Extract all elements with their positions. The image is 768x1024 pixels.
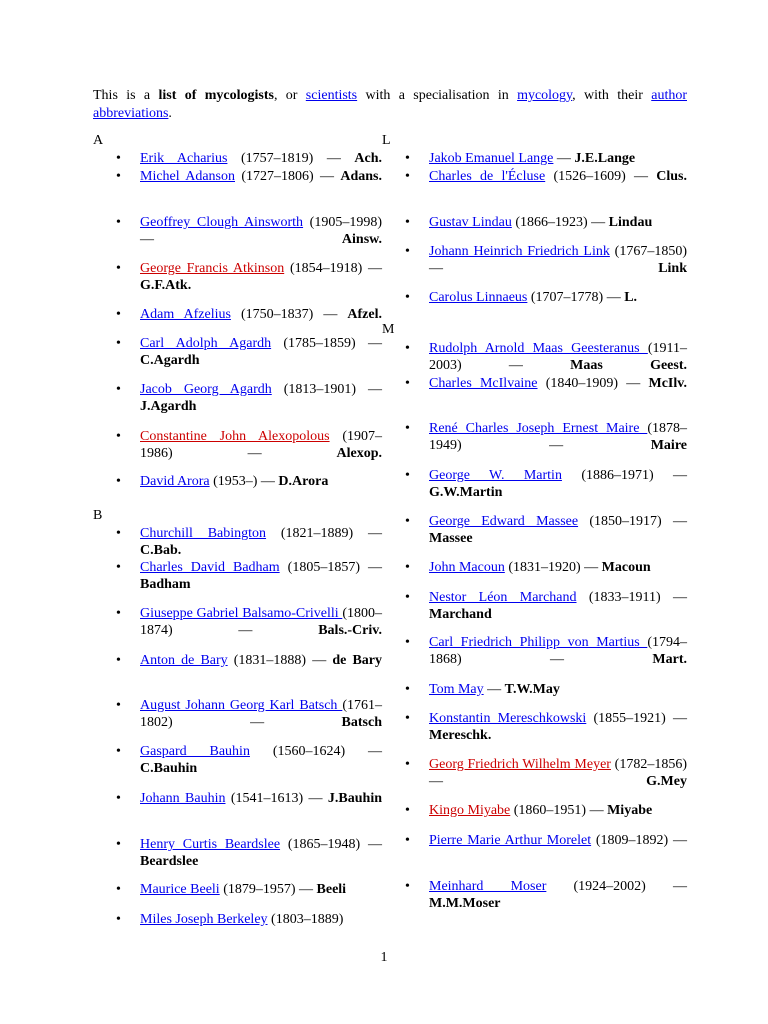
list-item bbox=[116, 836, 382, 870]
author-abbreviation: Miyabe bbox=[607, 803, 653, 818]
list-item bbox=[405, 832, 687, 849]
bullet-icon: • bbox=[405, 514, 410, 529]
list-item bbox=[405, 243, 687, 277]
life-dates: (1813–1901) — bbox=[271, 382, 382, 397]
mycologist-link[interactable]: Tom May bbox=[429, 682, 484, 697]
author-abbreviation: J.Bauhin bbox=[327, 791, 383, 806]
section-letter-m: M bbox=[382, 322, 395, 337]
bullet-icon: • bbox=[405, 290, 410, 305]
author-abbreviation: Ach. bbox=[354, 151, 382, 166]
mycologist-link[interactable]: Meinhard Moser bbox=[429, 879, 547, 894]
bullet-icon: • bbox=[116, 698, 121, 713]
life-dates: (1866–1923) — bbox=[511, 215, 609, 230]
bullet-icon: • bbox=[116, 215, 121, 230]
intro-text: , with their bbox=[572, 88, 652, 103]
mycologist-link[interactable]: Churchill Babington bbox=[140, 526, 267, 541]
life-dates: (1803–1889) bbox=[267, 912, 344, 927]
mycologist-link[interactable]: Constantine John Alexopolous bbox=[140, 429, 330, 444]
scientists-link[interactable]: scientists bbox=[305, 88, 358, 103]
bullet-icon: • bbox=[116, 429, 121, 444]
intro-paragraph bbox=[93, 87, 687, 123]
life-dates: — bbox=[483, 682, 505, 697]
list-item bbox=[405, 559, 687, 576]
list-item bbox=[116, 150, 382, 167]
bullet-icon: • bbox=[116, 382, 121, 397]
mycologist-link[interactable]: Gaspard Bauhin bbox=[140, 744, 250, 759]
bullet-icon: • bbox=[116, 606, 121, 621]
list-item bbox=[405, 802, 687, 819]
list-item bbox=[116, 559, 382, 593]
list-item bbox=[405, 420, 687, 454]
mycologist-link[interactable]: Rudolph Arnold Maas Geesteranus bbox=[429, 341, 648, 356]
life-dates: (1860–1951) — bbox=[510, 803, 608, 818]
life-dates: (1878–1949) — bbox=[429, 421, 687, 453]
life-dates: (1907–1986) — bbox=[140, 429, 382, 461]
author-abbreviation: Maire bbox=[650, 438, 687, 453]
mycology-link[interactable]: mycology bbox=[517, 88, 573, 103]
list-item bbox=[116, 911, 382, 928]
mycologist-link[interactable]: Carl Friedrich Philipp von Martius bbox=[429, 635, 648, 650]
author-abbreviation: Macoun bbox=[601, 560, 651, 575]
author-abbreviation: Marchand bbox=[429, 607, 492, 622]
life-dates: (1953–) — bbox=[209, 474, 279, 489]
mycologist-link[interactable]: Charles David Badham bbox=[140, 560, 280, 575]
list-item bbox=[405, 214, 687, 231]
bullet-icon: • bbox=[405, 341, 410, 356]
list-item bbox=[116, 790, 383, 807]
bullet-icon: • bbox=[405, 421, 410, 436]
bullet-icon: • bbox=[116, 837, 121, 852]
list-item bbox=[405, 878, 687, 912]
bullet-icon: • bbox=[405, 682, 410, 697]
list-item bbox=[116, 168, 382, 185]
author-abbreviation: Ainsw. bbox=[341, 232, 382, 247]
bullet-icon: • bbox=[116, 653, 121, 668]
mycologist-link[interactable]: Giuseppe Gabriel Balsamo-Crivelli bbox=[140, 606, 343, 621]
author-abbreviation: McIlv. bbox=[648, 376, 687, 391]
life-dates: (1865–1948) — bbox=[280, 837, 382, 852]
list-item bbox=[405, 634, 687, 668]
bullet-icon: • bbox=[405, 215, 410, 230]
mycologist-link[interactable]: Johann Heinrich Friedrich Link bbox=[429, 244, 610, 259]
life-dates: (1924–2002) — bbox=[546, 879, 687, 894]
mycologist-link[interactable]: George W. Martin bbox=[429, 468, 562, 483]
bullet-icon: • bbox=[116, 526, 121, 541]
author-abbreviation: G.W.Martin bbox=[429, 485, 503, 500]
list-item bbox=[116, 428, 382, 462]
list-item bbox=[116, 743, 382, 777]
life-dates: (1794–1868) — bbox=[429, 635, 687, 667]
mycologist-link[interactable]: Henry Curtis Beardslee bbox=[140, 837, 281, 852]
life-dates: (1854–1918) — bbox=[284, 261, 382, 276]
mycologist-link[interactable]: George Francis Atkinson bbox=[140, 261, 285, 276]
mycologist-link[interactable]: Maurice Beeli bbox=[140, 882, 220, 897]
author-abbreviation: Adans. bbox=[340, 169, 382, 184]
bullet-icon: • bbox=[116, 474, 121, 489]
author-abbreviation: Batsch bbox=[341, 715, 382, 730]
bullet-icon: • bbox=[116, 882, 121, 897]
author-abbreviation: Maas Geest. bbox=[570, 358, 687, 373]
life-dates: (1879–1957) — bbox=[219, 882, 317, 897]
list-item bbox=[405, 289, 687, 306]
list-item bbox=[405, 513, 687, 547]
list-item bbox=[405, 168, 687, 185]
bullet-icon: • bbox=[405, 833, 410, 848]
mycologist-link[interactable]: Charles de l'Écluse bbox=[429, 169, 546, 184]
mycologist-link[interactable]: Anton de Bary bbox=[140, 653, 228, 668]
section-letter-b: B bbox=[93, 508, 103, 523]
intro-text: This is a bbox=[93, 88, 159, 103]
bullet-icon: • bbox=[405, 757, 410, 772]
bullet-icon: • bbox=[116, 169, 121, 184]
author-abbreviation: de Bary bbox=[332, 653, 382, 668]
author-abbreviation: C.Agardh bbox=[140, 353, 200, 368]
section-letter-l: L bbox=[382, 133, 391, 148]
intro-text: , or bbox=[273, 88, 306, 103]
list-item bbox=[116, 214, 382, 248]
bullet-icon: • bbox=[405, 590, 410, 605]
bullet-icon: • bbox=[405, 244, 410, 259]
mycologist-link[interactable]: Carolus Linnaeus bbox=[429, 290, 528, 305]
life-dates: — bbox=[553, 151, 575, 166]
life-dates: (1800–1874) — bbox=[140, 606, 382, 638]
life-dates: (1831–1888) — bbox=[227, 653, 333, 668]
list-item bbox=[405, 375, 687, 392]
author-abbreviation: Afzel. bbox=[347, 307, 382, 322]
life-dates: (1767–1850) — bbox=[429, 244, 687, 276]
bullet-icon: • bbox=[116, 151, 121, 166]
author-abbreviation: Mereschk. bbox=[429, 728, 492, 743]
bullet-icon: • bbox=[405, 711, 410, 726]
life-dates: (1761–1802) — bbox=[140, 698, 382, 730]
bullet-icon: • bbox=[116, 744, 121, 759]
author-abbreviation: T.W.May bbox=[504, 682, 560, 697]
author-abbreviation: G.F.Atk. bbox=[140, 278, 192, 293]
mycologist-link[interactable]: Jakob Emanuel Lange bbox=[429, 151, 554, 166]
list-item bbox=[405, 710, 688, 744]
author-abbreviation: C.Bauhin bbox=[140, 761, 198, 776]
author-abbreviation: C.Bab. bbox=[140, 543, 182, 558]
author-abbreviation: Lindau bbox=[608, 215, 653, 230]
mycologist-link[interactable]: Michel Adanson bbox=[140, 169, 235, 184]
section-letter-a: A bbox=[93, 133, 104, 148]
author-abbreviation: L. bbox=[624, 290, 638, 305]
list-item bbox=[116, 473, 382, 490]
author-abbreviations-link[interactable]: author abbreviations bbox=[93, 88, 687, 121]
life-dates: (1911–2003) — bbox=[429, 341, 687, 373]
intro-text: . bbox=[168, 106, 172, 121]
life-dates: (1757–1819) — bbox=[227, 151, 355, 166]
page-number: 1 bbox=[380, 950, 388, 965]
bullet-icon: • bbox=[405, 635, 410, 650]
mycologist-link[interactable]: Kingo Miyabe bbox=[429, 803, 511, 818]
mycologist-link[interactable]: Pierre Marie Arthur Morelet bbox=[429, 833, 592, 848]
intro-bold-term: list of mycologists bbox=[158, 88, 274, 103]
bullet-icon: • bbox=[116, 307, 121, 322]
life-dates: (1840–1909) — bbox=[537, 376, 649, 391]
list-item bbox=[116, 881, 382, 898]
life-dates: (1831–1920) — bbox=[504, 560, 602, 575]
life-dates: (1850–1917) — bbox=[578, 514, 687, 529]
life-dates: (1886–1971) — bbox=[561, 468, 687, 483]
life-dates: (1905–1998) — bbox=[140, 215, 382, 247]
list-item bbox=[116, 652, 382, 669]
mycologist-link[interactable]: Adam Afzelius bbox=[140, 307, 231, 322]
bullet-icon: • bbox=[405, 803, 410, 818]
bullet-icon: • bbox=[116, 560, 121, 575]
mycologist-link[interactable]: Georg Friedrich Wilhelm Meyer bbox=[429, 757, 611, 772]
mycologist-link[interactable]: Miles Joseph Berkeley bbox=[140, 912, 268, 927]
life-dates: (1541–1613) — bbox=[225, 791, 328, 806]
life-dates: (1727–1806) — bbox=[235, 169, 341, 184]
author-abbreviation: Beeli bbox=[316, 882, 347, 897]
bullet-icon: • bbox=[405, 468, 410, 483]
mycologist-link[interactable]: Geoffrey Clough Ainsworth bbox=[140, 215, 304, 230]
bullet-icon: • bbox=[116, 912, 121, 927]
author-abbreviation: Clus. bbox=[656, 169, 687, 184]
life-dates: (1833–1911) — bbox=[576, 590, 687, 605]
bullet-icon: • bbox=[405, 879, 410, 894]
list-item bbox=[116, 605, 382, 639]
list-item bbox=[116, 306, 382, 323]
author-abbreviation: Mart. bbox=[652, 652, 687, 667]
life-dates: (1821–1889) — bbox=[266, 526, 383, 541]
bullet-icon: • bbox=[405, 151, 410, 166]
author-abbreviation: Beardslee bbox=[140, 854, 199, 869]
author-abbreviation: D.Arora bbox=[278, 474, 329, 489]
list-item bbox=[116, 697, 382, 731]
life-dates: (1707–1778) — bbox=[527, 290, 625, 305]
mycologist-link[interactable]: Charles McIlvaine bbox=[429, 376, 538, 391]
life-dates: (1782–1856) — bbox=[429, 757, 688, 789]
mycologist-link[interactable]: Erik Acharius bbox=[140, 151, 228, 166]
mycologist-link[interactable]: Carl Adolph Agardh bbox=[140, 336, 272, 351]
author-abbreviation: M.M.Moser bbox=[429, 896, 501, 911]
bullet-icon: • bbox=[405, 376, 410, 391]
life-dates: (1855–1921) — bbox=[586, 711, 688, 726]
life-dates: (1560–1624) — bbox=[249, 744, 382, 759]
list-item bbox=[405, 150, 687, 167]
bullet-icon: • bbox=[405, 169, 410, 184]
list-item bbox=[405, 756, 688, 790]
bullet-icon: • bbox=[116, 261, 121, 276]
mycologist-link[interactable]: Johann Bauhin bbox=[140, 791, 226, 806]
mycologist-link[interactable]: George Edward Massee bbox=[429, 514, 579, 529]
list-item bbox=[116, 525, 383, 559]
list-item bbox=[405, 681, 687, 698]
author-abbreviation: Link bbox=[658, 261, 687, 276]
list-item bbox=[405, 340, 687, 374]
list-item bbox=[116, 381, 382, 415]
mycologist-link[interactable]: Gustav Lindau bbox=[429, 215, 512, 230]
mycologist-link[interactable]: David Arora bbox=[140, 474, 210, 489]
life-dates: (1526–1609) — bbox=[545, 169, 657, 184]
life-dates: (1785–1859) — bbox=[271, 336, 382, 351]
list-item bbox=[405, 467, 687, 501]
author-abbreviation: Bals.-Criv. bbox=[318, 623, 382, 638]
life-dates: (1750–1837) — bbox=[230, 307, 348, 322]
bullet-icon: • bbox=[116, 791, 121, 806]
mycologist-link[interactable]: Jacob Georg Agardh bbox=[140, 382, 272, 397]
mycologist-link[interactable]: Nestor Léon Marchand bbox=[429, 590, 577, 605]
mycologist-link[interactable]: René Charles Joseph Ernest Maire bbox=[429, 421, 648, 436]
list-item bbox=[116, 260, 382, 294]
list-item bbox=[116, 335, 382, 369]
author-abbreviation: Alexop. bbox=[336, 446, 382, 461]
bullet-icon: • bbox=[405, 560, 410, 575]
author-abbreviation: Massee bbox=[429, 531, 473, 546]
author-abbreviation: J.Agardh bbox=[140, 399, 197, 414]
author-abbreviation: Badham bbox=[140, 577, 191, 592]
life-dates: (1805–1857) — bbox=[279, 560, 382, 575]
author-abbreviation: J.E.Lange bbox=[574, 151, 636, 166]
mycologist-link[interactable]: Konstantin Mereschkowski bbox=[429, 711, 587, 726]
author-abbreviation: G.Mey bbox=[646, 774, 687, 789]
mycologist-link[interactable]: John Macoun bbox=[429, 560, 505, 575]
life-dates: (1809–1892) — bbox=[591, 833, 687, 848]
mycologist-link[interactable]: August Johann Georg Karl Batsch bbox=[140, 698, 343, 713]
bullet-icon: • bbox=[116, 336, 121, 351]
list-item bbox=[405, 589, 687, 623]
intro-text: with a specialisation in bbox=[357, 88, 518, 103]
